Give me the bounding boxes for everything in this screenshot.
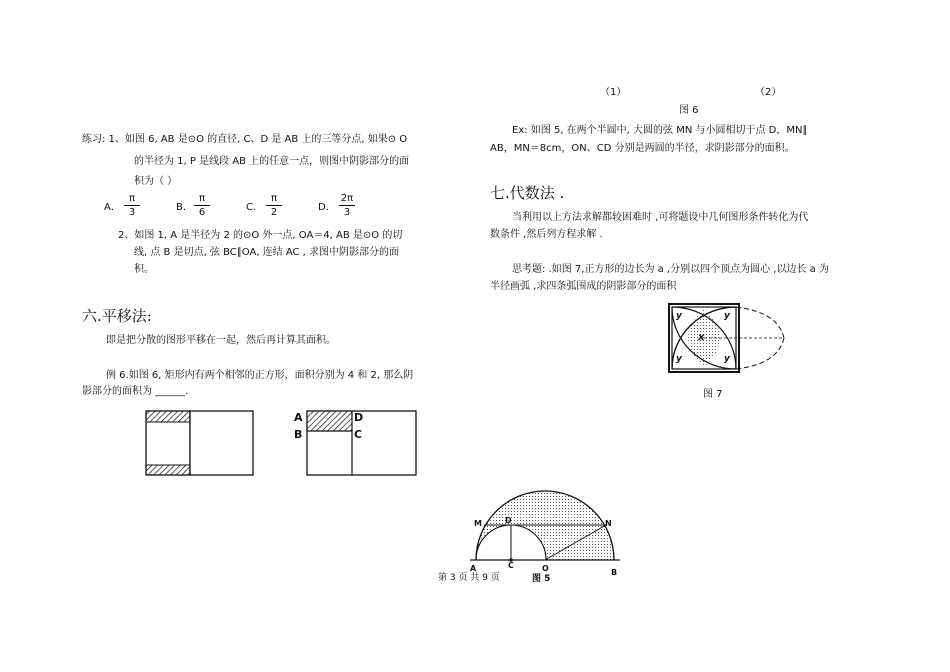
option-b-denominator: 6 xyxy=(198,207,206,218)
section-6-heading: 六.平移法: xyxy=(82,307,152,325)
section-7-heading: 七.代数法 . xyxy=(490,184,565,202)
figure-7-y-label-tr: y xyxy=(724,311,730,321)
practice-q2-line3: 积。 xyxy=(134,264,154,275)
option-c-letter: C． xyxy=(246,202,263,213)
example-6-line2: 影部分的面积为 ______. xyxy=(82,386,189,397)
practice-q1-line2: 的半径为 1, P 是线段 AB 上的任意一点，则图中阴影部分的面 xyxy=(134,156,410,167)
section-7-intro-line1: 当利用以上方法求解都较困难时 ,可将题设中几何图形条件转化为代 xyxy=(512,212,809,223)
figure-7-y-label-br: y xyxy=(724,354,730,364)
section-7-intro-line2: 数条件 ,然后列方程求解 . xyxy=(490,229,603,240)
option-d-denominator: 3 xyxy=(343,207,351,218)
figure-6-label-2: （2） xyxy=(755,87,782,98)
figure-6-label-c: C xyxy=(354,428,363,441)
ex5-line1: Ex: 如图 5, 在两个半圆中, 大圆的弦 MN 与小圆相切于点 D，MN∥ xyxy=(512,125,808,136)
option-d-letter: D． xyxy=(318,202,336,213)
figure-5-label-o: O xyxy=(542,564,549,573)
figure-5-label-a: A xyxy=(470,564,477,573)
option-a-letter: A． xyxy=(104,202,121,213)
practice-q1-line1: 练习: 1、如图 6, AB 是⊙O 的直径, C、D 是 AB 上的三等分点, 如果⊙ O xyxy=(82,134,408,145)
option-d-numerator: 2π xyxy=(340,193,354,204)
practice-q1-line3: 积为（ ） xyxy=(134,176,178,187)
option-a-denominator: 3 xyxy=(128,207,136,218)
figure-5-label-n: N xyxy=(605,519,612,528)
figure-5-label-d: D xyxy=(505,516,512,525)
think-question-line1: 思考题: .如图 7,正方形的边长为 a ,分别以四个顶点为圆心 ,以边长 a 为 xyxy=(512,264,829,275)
section-6-intro: 即是把分散的图形平移在一起，然后再计算其面积。 xyxy=(106,335,336,346)
figure-6-caption: 图 6 xyxy=(679,105,699,116)
figure-5-label-m: M xyxy=(474,519,482,528)
practice-q2-line2: 线, 点 B 是切点, 弦 BC∥OA, 连结 AC , 求图中阴影部分的面 xyxy=(134,247,400,258)
figure-7-x-label: x xyxy=(698,332,705,343)
option-c-denominator: 2 xyxy=(270,207,278,218)
example-6-line1: 例 6.如图 6, 矩形内有两个相邻的正方形，面积分别为 4 和 2, 那么阴 xyxy=(106,370,414,381)
think-question-line2: 半径画弧 ,求四条弧围成的阴影部分的面积 xyxy=(490,281,677,292)
figure-7-y-label-bl: y xyxy=(676,354,682,364)
figure-6-label-a: A xyxy=(294,411,303,424)
page-footer: 第 3 页 共 9 页 xyxy=(438,573,500,583)
practice-q2-line1: 2、如图 1, A 是半径为 2 的⊙O 外一点, OA＝4, AB 是⊙O 的切 xyxy=(118,230,403,241)
option-a-numerator: π xyxy=(124,193,140,206)
figure-5-caption: 图 5 xyxy=(532,574,551,584)
ex5-line2: AB，MN＝8cm，ON、CD 分别是两圆的半径，求阴影部分的面积。 xyxy=(490,143,795,154)
figure-7-caption: 图 7 xyxy=(703,389,723,400)
figure-6-label-d: D xyxy=(354,411,364,424)
option-c-numerator: π xyxy=(266,193,282,206)
figure-6-label-1: （1） xyxy=(600,87,627,98)
figure-6-label-b: B xyxy=(294,428,303,441)
option-b-numerator: π xyxy=(194,193,210,206)
figure-7-y-label-tl: y xyxy=(676,311,682,321)
figure-5-label-b: B xyxy=(611,568,618,577)
option-b-letter: B． xyxy=(176,202,193,213)
figure-5-label-c: C xyxy=(508,561,514,570)
